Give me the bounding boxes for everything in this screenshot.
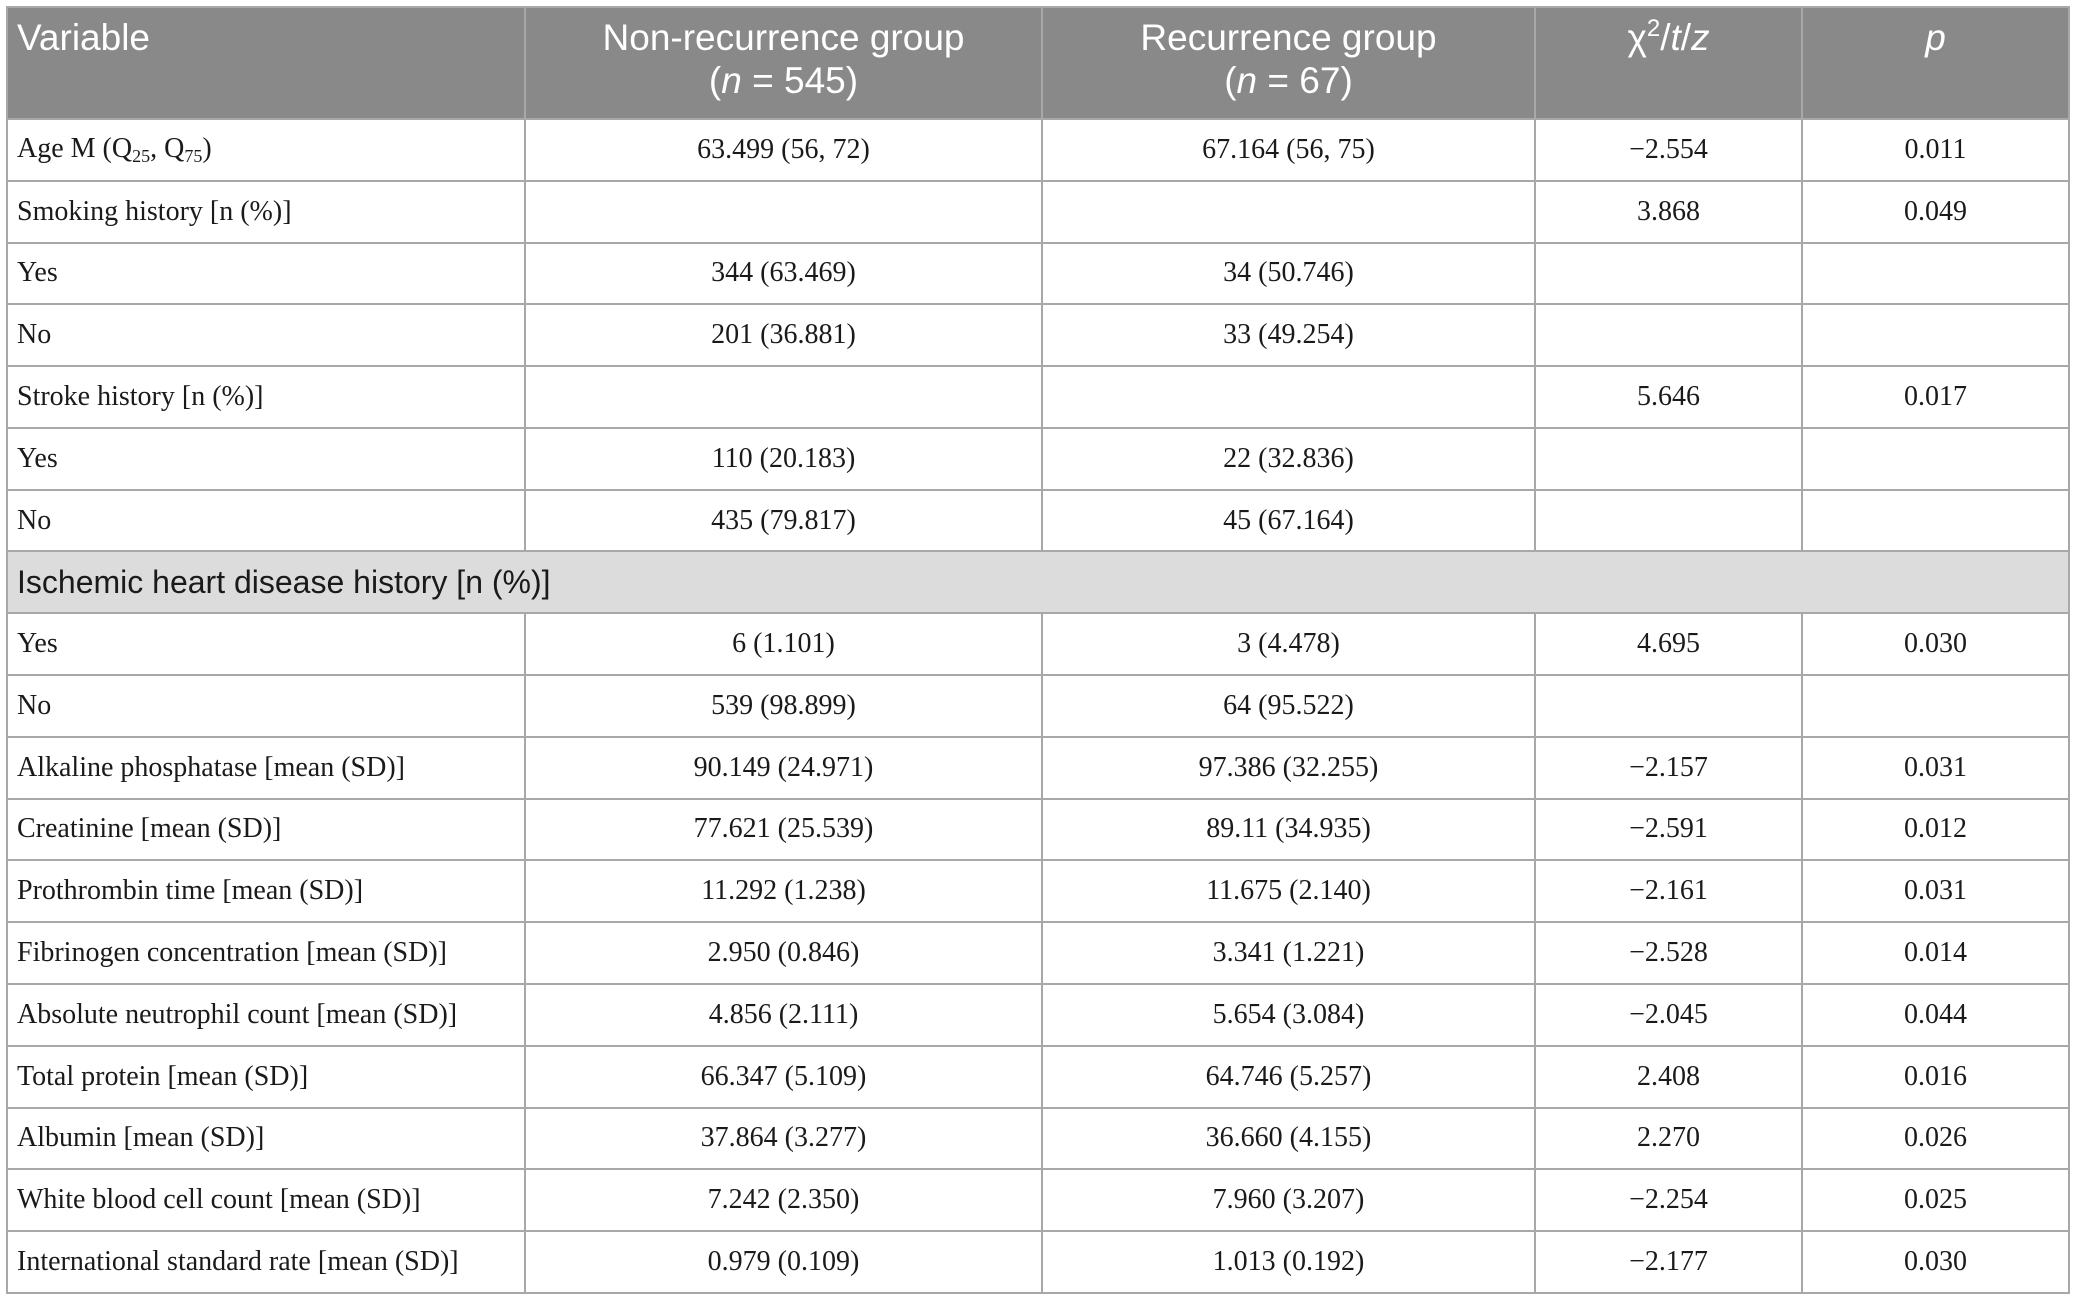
row-label: Absolute neutrophil count [mean (SD)] [7,984,525,1046]
rec-value: 11.675 (2.140) [1042,860,1535,922]
rec-value: 22 (32.836) [1042,428,1535,490]
table-row [7,1108,2069,1170]
p-value: 0.044 [1802,984,2069,1046]
table-row [7,1169,2069,1231]
p-value: 0.031 [1802,737,2069,799]
stat-value: −2.528 [1535,922,1802,984]
rec-value: 64 (95.522) [1042,675,1535,737]
p-value: 0.025 [1802,1169,2069,1231]
table-row [7,613,2069,675]
table-row [7,984,2069,1046]
rec-value: 3.341 (1.221) [1042,922,1535,984]
nonrec-value: 539 (98.899) [525,675,1042,737]
header-test-statistic: $\chi^2/t/z$ [1535,7,1802,119]
header-nonrecurrence-group: Non-recurrence group (n = 545) [525,7,1042,119]
p-value [1802,675,2069,737]
nonrec-value: 435 (79.817) [525,490,1042,552]
section-row-ischemic-heart-disease [7,551,2069,613]
row-label: Creatinine [mean (SD)] [7,799,525,861]
nonrec-value: 344 (63.469) [525,243,1042,305]
p-value: 0.011 [1802,119,2069,181]
nonrec-value: 201 (36.881) [525,304,1042,366]
p-value: 0.031 [1802,860,2069,922]
table-row [7,1231,2069,1293]
p-value: 0.049 [1802,181,2069,243]
nonrec-value [525,181,1042,243]
stat-value: −2.157 [1535,737,1802,799]
nonrec-value: 4.856 (2.111) [525,984,1042,1046]
header-recurrence-group: Recurrence group (n = 67) [1042,7,1535,119]
p-value: 0.030 [1802,1231,2069,1293]
header-variable: Variable [7,7,525,119]
table-row [7,922,2069,984]
table-row [7,366,2069,428]
p-value [1802,304,2069,366]
row-label: Stroke history [n (%)] [7,366,525,428]
nonrec-value: 110 (20.183) [525,428,1042,490]
stat-value: −2.045 [1535,984,1802,1046]
stat-value [1535,675,1802,737]
p-value: 0.030 [1802,613,2069,675]
stat-value: 2.408 [1535,1046,1802,1108]
rec-value: 34 (50.746) [1042,243,1535,305]
rec-value: 5.654 (3.084) [1042,984,1535,1046]
stat-value: −2.591 [1535,799,1802,861]
stat-value [1535,490,1802,552]
rec-value: 45 (67.164) [1042,490,1535,552]
nonrec-value: 63.499 (56, 72) [525,119,1042,181]
stat-value: 3.868 [1535,181,1802,243]
row-label: No [7,675,525,737]
header-row [7,7,2069,119]
table-row [7,304,2069,366]
stat-value: 5.646 [1535,366,1802,428]
p-value: 0.017 [1802,366,2069,428]
row-label: Prothrombin time [mean (SD)] [7,860,525,922]
rec-value [1042,366,1535,428]
table-row [7,799,2069,861]
header-p-value: p [1802,7,2069,119]
rec-value: 97.386 (32.255) [1042,737,1535,799]
row-label: International standard rate [mean (SD)] [7,1231,525,1293]
p-value [1802,428,2069,490]
nonrec-value: 2.950 (0.846) [525,922,1042,984]
row-label: Yes [7,613,525,675]
row-label: Albumin [mean (SD)] [7,1108,525,1170]
row-label: Total protein [mean (SD)] [7,1046,525,1108]
rec-value: 1.013 (0.192) [1042,1231,1535,1293]
table-row [7,243,2069,305]
p-value [1802,490,2069,552]
row-label: Age M ($Q_{25}$, $Q_{75}$) [7,119,525,181]
table-row [7,181,2069,243]
rec-value [1042,181,1535,243]
stat-value: 4.695 [1535,613,1802,675]
table-row [7,1046,2069,1108]
p-value: 0.016 [1802,1046,2069,1108]
stat-value: 2.270 [1535,1108,1802,1170]
results-table [6,6,2070,1294]
rec-value: 36.660 (4.155) [1042,1108,1535,1170]
stat-value: −2.254 [1535,1169,1802,1231]
nonrec-value [525,366,1042,428]
nonrec-value: 7.242 (2.350) [525,1169,1042,1231]
rec-value: 67.164 (56, 75) [1042,119,1535,181]
p-value: 0.012 [1802,799,2069,861]
table-row [7,860,2069,922]
nonrec-value: 90.149 (24.971) [525,737,1042,799]
section-label: Ischemic heart disease history [n (%)] [7,551,2069,613]
row-label: White blood cell count [mean (SD)] [7,1169,525,1231]
row-label: No [7,490,525,552]
rec-value: 64.746 (5.257) [1042,1046,1535,1108]
row-label: No [7,304,525,366]
table-row [7,428,2069,490]
p-value [1802,243,2069,305]
stat-value [1535,243,1802,305]
row-label: Smoking history [n (%)] [7,181,525,243]
stat-value [1535,304,1802,366]
rec-value: 33 (49.254) [1042,304,1535,366]
stat-value [1535,428,1802,490]
rec-value: 3 (4.478) [1042,613,1535,675]
table-row [7,737,2069,799]
nonrec-value: 37.864 (3.277) [525,1108,1042,1170]
stat-value: −2.177 [1535,1231,1802,1293]
table-row [7,675,2069,737]
nonrec-value: 77.621 (25.539) [525,799,1042,861]
row-label: Yes [7,428,525,490]
rec-value: 7.960 (3.207) [1042,1169,1535,1231]
p-value: 0.026 [1802,1108,2069,1170]
p-value: 0.014 [1802,922,2069,984]
nonrec-value: 66.347 (5.109) [525,1046,1042,1108]
table-row-age [7,119,2069,181]
table-row [7,490,2069,552]
nonrec-value: 11.292 (1.238) [525,860,1042,922]
row-label: Fibrinogen concentration [mean (SD)] [7,922,525,984]
stat-value: −2.554 [1535,119,1802,181]
stat-value: −2.161 [1535,860,1802,922]
row-label: Yes [7,243,525,305]
rec-value: 89.11 (34.935) [1042,799,1535,861]
row-label: Alkaline phosphatase [mean (SD)] [7,737,525,799]
nonrec-value: 6 (1.101) [525,613,1042,675]
nonrec-value: 0.979 (0.109) [525,1231,1042,1293]
